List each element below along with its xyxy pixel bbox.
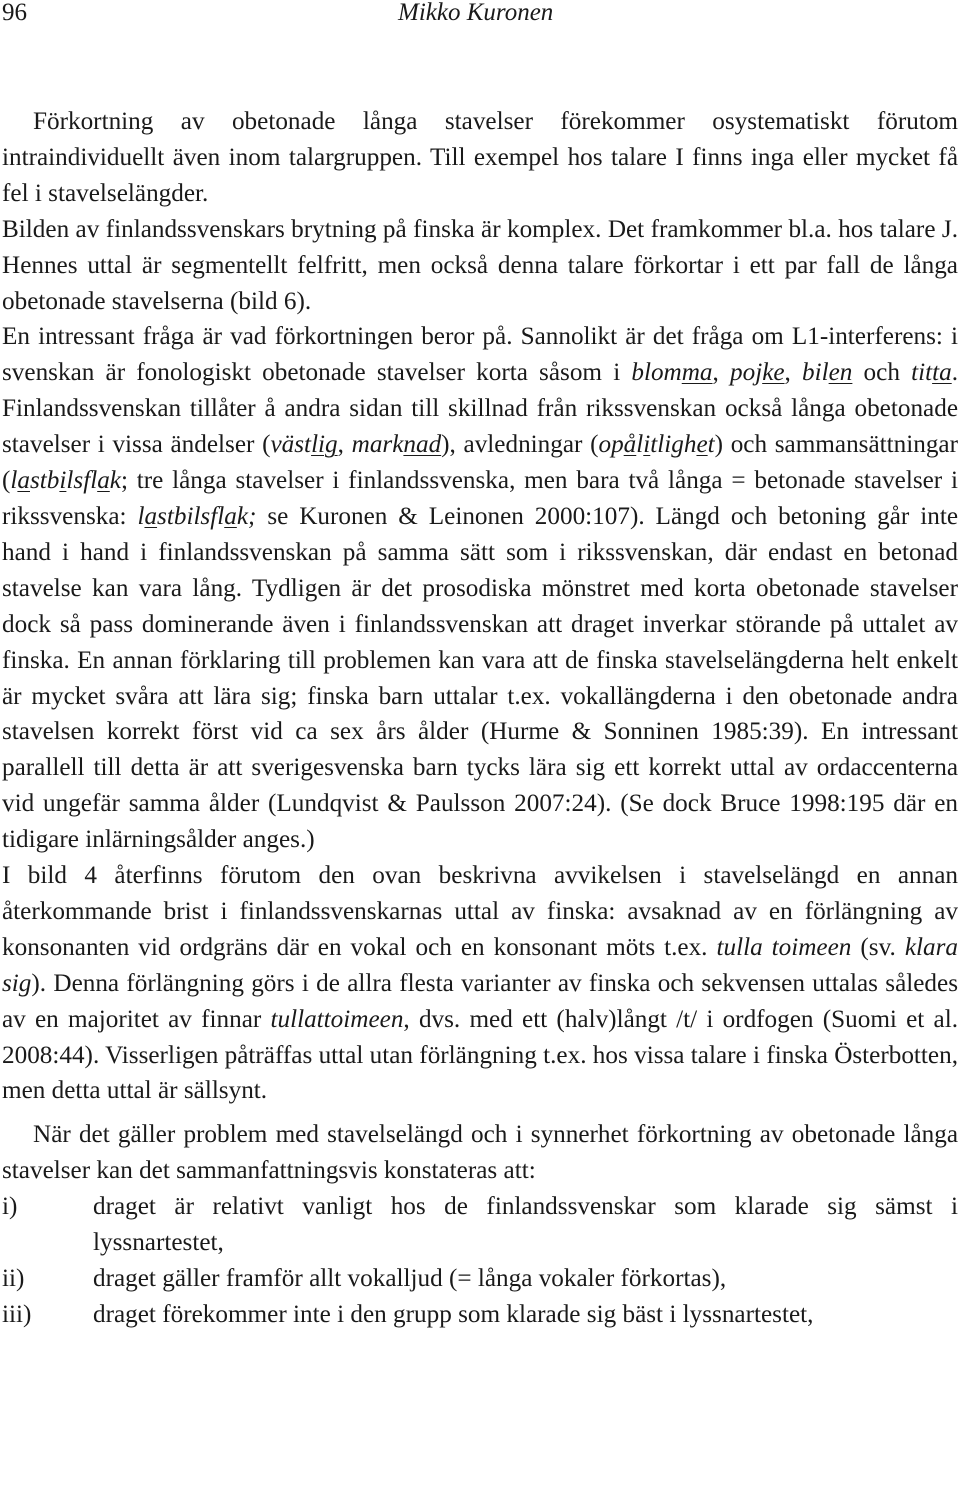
sentence: se Kuronen & Leinonen 2000:107). Längd och betoning går inte hand i hand i finlandssvenskan på samma sätt som i rikssvenskan, där endast en betonad stavelse kan vara lång. Tydligen är det prosodiska mönstret med korta obetonade stavelser dock så pass dominerande även i finlandssvenskan att draget inverkar störande på uttalet av finska. En annan förklaring till problemen kan vara att de finska stavelselängderna helt enkelt är mycket svåra att lära sig; finska barn uttalar t.ex. vokallängderna i den obetonade andra stavelsen korrekt först vid ca sex års ålder (Hurme & Sonninen 1985:39). En intressant parallell till detta är att sverigesvenska barn tycks lära sig ett korrekt uttal av ordaccenterna vid ungefär samma ålder (Lundqvist & Paulsson 2007:24). (Se dock Bruce 1998:195 där en tidigare inlärningsålder anges.) <box>2 502 959 854</box>
sentence: . Finlandssvenskan tillåter å andra sidan till skillnad från rikssvenskan också långa obetonade stavelser i vissa ändelser ( <box>2 359 958 459</box>
paragraph-2: När det gäller problem med stavelselängd och i synnerhet förkortning av obetonade långa stavelser kan det sammanfattningsvis konstateras att: <box>2 1121 958 1185</box>
list-item-label: iii) <box>2 1300 32 1328</box>
list-item-label: ii) <box>2 1265 25 1292</box>
example-word-lastbilsflak: lastbilsflak <box>10 467 121 495</box>
example-word-marknad: marknad <box>351 431 442 459</box>
example-word-blomma: blomma <box>631 359 713 387</box>
list-item <box>2 1261 958 1297</box>
list-item-label: i) <box>2 1193 18 1221</box>
list-item <box>2 1297 958 1333</box>
example-word-bilen: bilen <box>802 359 853 387</box>
list-item <box>2 1189 958 1261</box>
page-body <box>2 104 958 1333</box>
sentence: Bilden av finlandssvenskars brytning på finska är komplex. Det framkommer bl.a. hos talare J. Hennes uttal är segmentellt felfritt, men också denna talare förkortar i ett par fall de långa obetonade stavelserna (bild 6). <box>2 215 958 315</box>
list-item-text: draget gäller framför allt vokalljud (= långa vokaler förkortas), <box>93 1265 727 1292</box>
paragraph-1: Förkortning av obetonade långa stavelser förekommer osystematiskt förutom intraindividuellt även inom talargruppen. Till exempel hos talare I finns inga eller mycket få fel i stavelselängder. Bilden av finlandssvenskars brytning på finska är komplex. Det framkommer bl.a. hos talare J. Hennes uttal är segmentellt felfritt, men också denna talare förkortar i ett par fall de långa obetonade stavelserna (bild 6). En intressant fråga är vad förkortningen beror på. Sannolikt är det fråga om L1-interferens: i svenskan är fonologiskt obetonade stavelser korta såsom i blomma, pojke, bilen och titta. Finlandssvenskan tillåter å andra sidan till skillnad från rikssvenskan också långa obetonade stavelser i vissa ändelser (västlig, marknad), avledningar (opålitlighet) och sammansättningar (lastbilsflak; tre långa stavelser i finlandssvenska, men bara två långa = betonade stavelser i rikssvenska: lastbilsflak; se Kuronen & Leinonen 2000:107). Längd och betoning går inte hand i hand i finlandssvenskan på samma sätt som i rikssvenskan, där endast en betonad stavelse kan vara lång. Tydligen är det prosodiska mönstret med korta obetonade stavelser dock så pass dominerande även i finlandssvenskan att draget inverkar störande på uttalet av finska. En annan förklaring till problemen kan vara att de finska stavelselängderna helt enkelt är mycket svåra att lära sig; finska barn uttalar t.ex. vokallängderna i den obetonade andra stavelsen korrekt först vid ca sex års ålder (Hurme & Sonninen 1985:39). En intressant parallell till detta är att sverigesvenska barn tycks lära sig ett korrekt uttal av ordaccenterna vid ungefär samma ålder (Lundqvist & Paulsson 2007:24). (Se dock Bruce 1998:195 där en tidigare inlärningsålder anges.) I bild 4 återfinns förutom den ovan beskrivna avvikelsen i stavelselängd en annan återkommande brist i finlandssvenskarnas uttal av finska: avsaknad av en förlängning av konsonanten vid ordgräns där en vokal och en konsonant möts t.ex. tulla toimeen (sv. klara sig). Denna förlängning görs i de allra flesta varianter av finska och sekvensen uttalas således av en majoritet av finnar tullattoimeen, dvs. med ett (halv)långt /t/ i ordfogen (Suomi et al. 2008:44). Visserligen påträffas uttal utan förlängning t.ex. hos vissa talare i finska Österbotten, men detta uttal är sällsynt. <box>2 108 959 1105</box>
example-phrase-tulla-toimeen: tulla toimeen <box>716 933 852 961</box>
example-word-titta: titta <box>911 359 952 387</box>
sentence: Förkortning av obetonade långa stavelser förekommer osystematiskt förutom intraindividuellt även inom talargruppen. Till exempel hos talare I finns inga eller mycket få fel i stavelselängder. <box>2 108 958 207</box>
example-word-lastbilsflak-rikssvenska: lastbilsflak; <box>137 502 257 530</box>
example-phrase-tullattoimeen: tullattoimeen <box>270 1005 404 1033</box>
example-phrase-klara-sig: klara sig <box>2 933 958 997</box>
list-item-text: draget förekommer inte i den grupp som klarade sig bäst i lyssnartestet, <box>93 1300 814 1328</box>
example-word-pojke: pojke <box>730 359 785 387</box>
summary-list <box>2 1189 958 1333</box>
sentence: En intressant fråga är vad förkortningen beror på. Sannolikt är det fråga om L1-interferens: i svenskan är fonologiskt obetonade stavelser korta såsom i <box>2 323 958 387</box>
page-header <box>0 0 960 36</box>
example-word-opalitlighet: opålitlighet <box>598 431 715 459</box>
page-number: 96 <box>2 0 27 26</box>
sentence: I bild 4 återfinns förutom den ovan beskrivna avvikelsen i stavelselängd en annan återkommande brist i finlandssvenskarnas uttal av finska: avsaknad av en förlängning av konsonanten vid ordgräns där en vokal och en konsonant möts t.ex. <box>2 862 958 961</box>
sentence: , dvs. med ett (halv)långt /t/ i ordfogen (Suomi et al. 2008:44). Visserligen påträffas uttal utan förlängning t.ex. hos vissa talare i finska Österbotten, men detta uttal är sällsynt. <box>2 1005 958 1105</box>
example-word-vastlig: västlig <box>270 431 338 459</box>
list-item-text: draget är relativt vanligt hos de finlandssvenskar som klarade sig sämst i lyssnartestet, <box>93 1193 958 1257</box>
running-head: Mikko Kuronen <box>398 0 554 26</box>
